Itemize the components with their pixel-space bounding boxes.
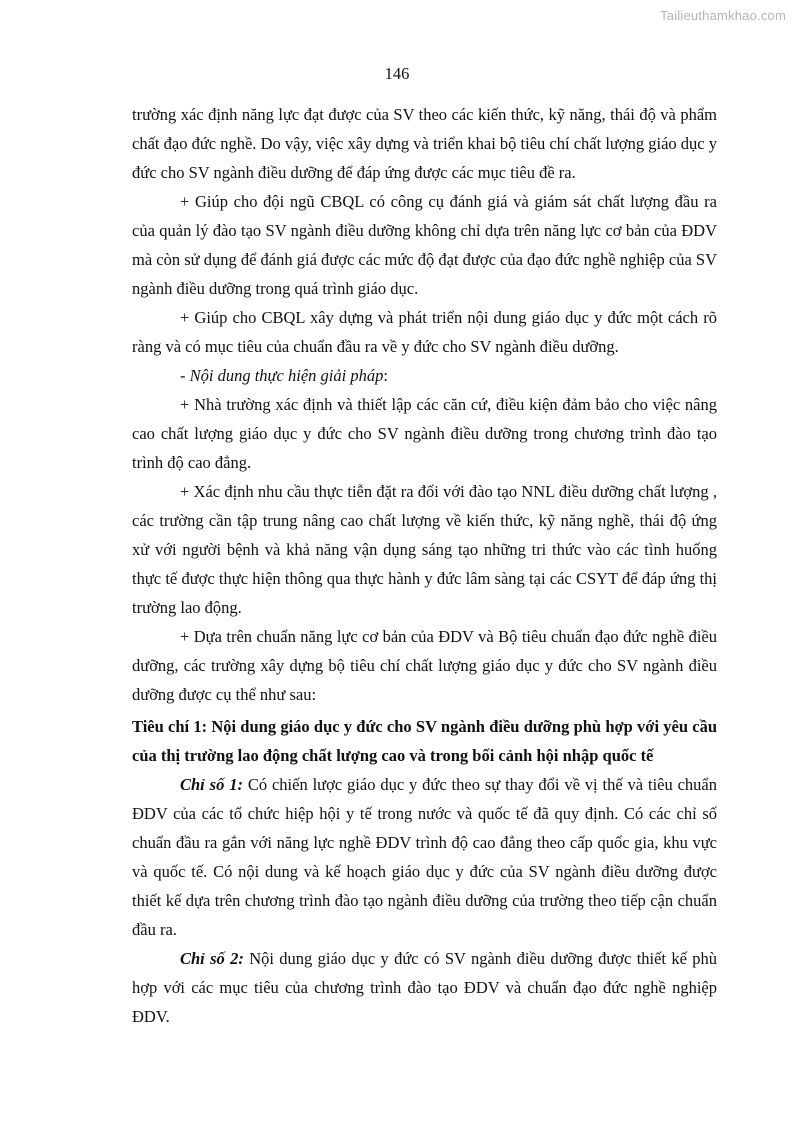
indicator-1 bbox=[132, 770, 717, 944]
paragraph-competency-standards: + Dựa trên chuẩn năng lực cơ bản của ĐDV và Bộ tiêu chuẩn đạo đức nghề điều dưỡng, các trường xây dựng bộ tiêu chí chất lượng giáo dục y đức cho SV ngành điều dưỡng được cụ thể như sau: bbox=[132, 627, 717, 704]
indicator-2-label: Chỉ số 2: bbox=[180, 949, 244, 968]
paragraph-practical-needs: + Xác định nhu cầu thực tiễn đặt ra đối với đào tạo NNL điều dưỡng chất lượng , các trường cần tập trung nâng cao chất lượng về kiến thức, kỹ năng nghề, thái độ ứng xử với người bệnh và khả năng vận dụng sáng tạo những tri thức vào các tình huống thực tế được thực hiện thông qua thực hành y đức lâm sàng tại các CSYT để đáp ứng thị trường lao động. bbox=[132, 482, 717, 617]
dash-prefix: - bbox=[180, 366, 190, 385]
paragraph-cbql-development: + Giúp cho CBQL xây dựng và phát triển nội dung giáo dục y đức một cách rõ ràng và có mục tiêu của chuẩn đầu ra về y đức cho SV ngành điều dưỡng. bbox=[132, 308, 717, 356]
page-number: 146 bbox=[384, 64, 410, 83]
criterion-1-heading: Tiêu chí 1: Nội dung giáo dục y đức cho SV ngành điều dưỡng phù hợp với yêu cầu của thị trường lao động chất lượng cao và trong bối cảnh hội nhập quốc tế bbox=[132, 717, 717, 765]
indicator-1-text: Có chiến lược giáo dục y đức theo sự thay đổi về vị thế và tiêu chuẩn ĐDV của các tổ chức hiệp hội y tế trong nước và quốc tế đã quy định. Có các chỉ số chuẩn đầu ra gắn với năng lực nghề ĐDV trình độ cao đẳng theo cấp quốc gia, khu vực và quốc tế. Có nội dung và kế hoạch giáo dục y đức của SV ngành điều dưỡng được thiết kế dựa trên chương trình đào tạo ngành điều dưỡng của trường theo tiếp cận chuẩn đầu ra. bbox=[132, 775, 717, 939]
paragraph-solution-content-heading bbox=[132, 361, 717, 390]
document-body bbox=[132, 100, 717, 1031]
solution-content-label: Nội dung thực hiện giải pháp bbox=[189, 366, 384, 385]
paragraph-continuation: trường xác định năng lực đạt được của SV theo các kiến thức, kỹ năng, thái độ và phẩm chất đạo đức nghề. Do vậy, việc xây dựng và triển khai bộ tiêu chí chất lượng giáo dục y đức cho SV ngành điều dưỡng để đáp ứng được các mục tiêu đề ra. bbox=[132, 105, 717, 182]
indicator-2-text: Nội dung giáo dục y đức có SV ngành điều dưỡng được thiết kế phù hợp với các mục tiêu của chương trình đào tạo ĐDV và chuẩn đạo đức nghề nghiệp ĐDV. bbox=[132, 949, 718, 1026]
watermark: Tailieuthamkhao.com bbox=[660, 8, 786, 23]
indicator-2 bbox=[132, 944, 717, 1031]
paragraph-school-conditions: + Nhà trường xác định và thiết lập các căn cứ, điều kiện đảm bảo cho việc nâng cao chất lượng giáo dục y đức cho SV ngành điều dưỡng trong chương trình đào tạo trình độ cao đẳng. bbox=[132, 395, 717, 472]
colon-suffix: : bbox=[383, 366, 388, 385]
indicator-1-label: Chỉ số 1: bbox=[180, 775, 243, 794]
paragraph-cbql-assessment: + Giúp cho đội ngũ CBQL có công cụ đánh giá và giám sát chất lượng đầu ra của quản lý đào tạo SV ngành điều dưỡng không chỉ dựa trên năng lực cơ bản của ĐDV mà còn sử dụng để đánh giá được các mức độ đạt được của đạo đức nghề nghiệp của SV ngành điều dưỡng trong quá trình giáo dục. bbox=[132, 192, 717, 298]
